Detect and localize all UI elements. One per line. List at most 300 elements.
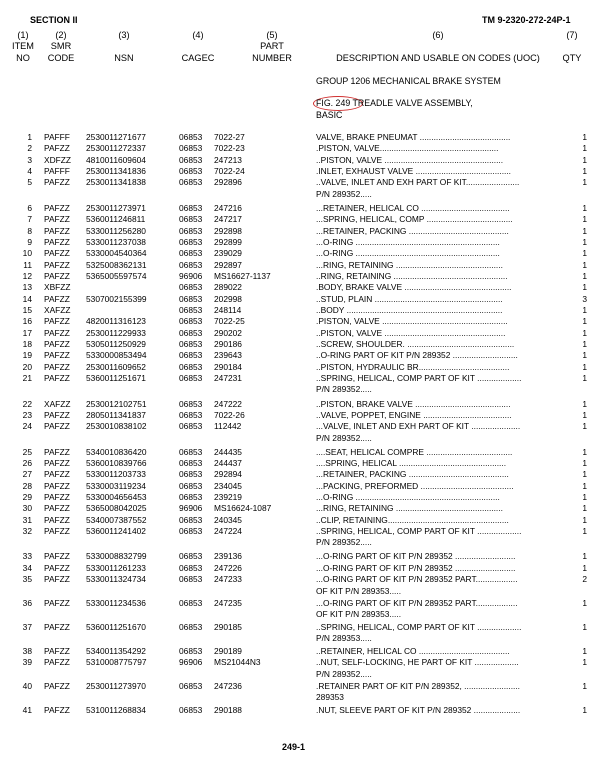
part-number: 7022-24 [214, 166, 245, 176]
cage-code: 06853 [179, 373, 203, 384]
quantity: 1 [582, 598, 587, 608]
description-continuation: P/N 289352..... [316, 537, 372, 548]
smr-code: PAFZZ [44, 409, 70, 420]
smr-code: PAFZZ [44, 373, 70, 384]
description: ..SPRING, HELICAL, COMP PART OF KIT ................... [316, 526, 522, 536]
item-number: 9 [27, 236, 32, 247]
smr-code: PAFZZ [44, 225, 70, 236]
description: .NUT, SLEEVE PART OF KIT P/N 289352 .................... [316, 705, 521, 715]
column-label: DESCRIPTION AND USABLE ON CODES (UOC) [336, 53, 540, 63]
quantity: 1 [582, 526, 587, 536]
cage-code: 06853 [179, 225, 203, 236]
nsn: 5330011261233 [86, 562, 146, 573]
cage-code: 06853 [179, 446, 203, 457]
table-row [0, 458, 606, 469]
item-number: 23 [22, 409, 32, 420]
quantity: 1 [582, 562, 587, 573]
description: ....SPRING, HELICAL .............................................. [316, 457, 507, 468]
smr-code: PAFZZ [44, 327, 70, 338]
description: ...SPRING, HELICAL, COMP ..................................... [316, 214, 513, 225]
part-number: 292899 [214, 236, 242, 247]
description: ..PISTON, VALVE ................................................... [316, 154, 504, 165]
cage-code: 06853 [179, 562, 203, 573]
nsn: 5330011324734 [86, 574, 146, 585]
item-number: 22 [22, 398, 32, 409]
part-number: 289022 [214, 282, 242, 293]
part-number: MS21044N3 [214, 657, 261, 668]
item-number: 7 [27, 214, 32, 225]
item-number: 10 [22, 248, 32, 259]
cage-code: 06853 [179, 166, 203, 176]
cage-code: 06853 [179, 480, 203, 491]
description: ...O-RING PART OF KIT P/N 289352 PART.................. [316, 574, 518, 585]
description: ..STUD, PLAIN ....................................................... [316, 293, 503, 304]
item-number: 6 [27, 202, 32, 213]
smr-code: PAFZZ [44, 293, 70, 304]
part-number: 247226 [214, 562, 242, 573]
description-continuation: P/N 289352..... [316, 432, 372, 443]
table-row [0, 260, 606, 271]
smr-code: PAFZZ [44, 350, 70, 361]
column-label: NUMBER [252, 53, 292, 63]
table-row [0, 143, 606, 154]
description: VALVE, BRAKE PNEUMAT ....................................... [316, 132, 511, 142]
nsn: 5330011237038 [86, 236, 146, 247]
quantity: 1 [582, 446, 587, 457]
description: .RETAINER PART OF KIT P/N 289352, ........................ [316, 681, 521, 692]
quantity: 1 [582, 282, 587, 293]
table-row [0, 316, 606, 327]
quantity: 1 [582, 270, 587, 281]
part-number: 290202 [214, 327, 242, 338]
table-row [0, 132, 606, 143]
part-number: 7022-26 [214, 409, 245, 420]
cage-code: 06853 [179, 327, 203, 338]
page-number: 249-1 [282, 742, 306, 752]
table-row [0, 563, 606, 574]
part-number: 290184 [214, 361, 242, 372]
smr-code: PAFFF [44, 132, 70, 142]
item-number: 15 [22, 305, 32, 315]
item-number: 16 [22, 316, 32, 327]
nsn: 5340010836420 [86, 446, 147, 457]
part-number: 240345 [214, 514, 242, 525]
quantity: 1 [582, 645, 587, 656]
part-number: 290188 [214, 705, 242, 715]
part-number: 290185 [214, 621, 242, 632]
column-label: NO [16, 53, 30, 63]
part-number: 112442 [214, 421, 242, 432]
smr-code: XDFZZ [44, 154, 71, 165]
table-row [0, 657, 606, 668]
quantity: 1 [582, 166, 587, 176]
item-number: 25 [22, 446, 32, 457]
column-number: (2) [55, 30, 67, 40]
table-row [0, 271, 606, 282]
item-number: 8 [27, 225, 32, 236]
quantity: 1 [582, 259, 587, 270]
column-label: CAGEC [181, 53, 215, 63]
item-number: 38 [22, 645, 32, 656]
figure-title [316, 98, 473, 108]
cage-code: 06853 [179, 214, 203, 225]
quantity: 1 [582, 551, 587, 562]
description: ..VALVE, POPPET, ENGINE ...................................... [316, 409, 512, 420]
cage-code: 96906 [179, 270, 203, 281]
nsn: 5340007387552 [86, 514, 147, 525]
item-number: 27 [22, 469, 32, 480]
column-number: (3) [118, 30, 130, 40]
part-number: MS16624-1087 [214, 503, 272, 514]
quantity: 1 [582, 350, 587, 361]
description: ...O-RING PART OF KIT P/N 289352 .......................... [316, 551, 516, 562]
nsn: 2530011609652 [86, 361, 146, 372]
part-number: 247236 [214, 681, 242, 692]
table-row [0, 681, 606, 692]
description: ...RETAINER, PACKING ........................................... [316, 469, 509, 480]
quantity: 1 [582, 327, 587, 338]
nsn: 5305011250929 [86, 339, 146, 349]
item-number: 39 [22, 657, 32, 668]
nsn: 2530012102751 [86, 398, 147, 409]
description: ..SPRING, HELICAL, COMP PART OF KIT ................... [316, 621, 522, 632]
description: ..O-RING PART OF KIT P/N 289352 ............................ [316, 350, 518, 361]
smr-code: PAFZZ [44, 316, 70, 327]
table-row [0, 526, 606, 537]
table-row [0, 362, 606, 373]
part-number: 7022-25 [214, 316, 245, 327]
smr-code: PAFZZ [44, 574, 70, 585]
quantity: 1 [582, 421, 587, 432]
table-row [0, 481, 606, 492]
smr-code: PAFZZ [44, 598, 70, 608]
description: ...O-RING .............................................................. [316, 248, 500, 259]
item-number: 17 [22, 327, 32, 338]
item-number: 36 [22, 598, 32, 608]
description: ..RING, RETAINING ................................................. [316, 270, 508, 281]
description: ...RETAINER, PACKING ........................................... [316, 225, 509, 236]
cage-code: 06853 [179, 492, 203, 502]
smr-code: PAFZZ [44, 469, 70, 480]
quantity: 1 [582, 305, 587, 315]
cage-code: 06853 [179, 350, 203, 361]
item-number: 24 [22, 421, 32, 432]
part-number: 244435 [214, 446, 242, 457]
quantity: 2 [582, 574, 587, 585]
cage-code: 96906 [179, 503, 203, 514]
description: ...RETAINER, HELICAL CO ...................................... [316, 202, 510, 213]
smr-code: PAFZZ [44, 248, 70, 259]
cage-code: 06853 [179, 705, 203, 715]
item-number: 4 [27, 166, 32, 176]
part-number: 247235 [214, 598, 242, 608]
part-number: 247224 [214, 526, 242, 536]
description-continuation: OF KIT P/N 289353..... [316, 585, 402, 596]
quantity: 1 [582, 657, 587, 668]
quantity: 1 [582, 214, 587, 225]
quantity: 1 [582, 154, 587, 165]
table-row-continuation [0, 669, 606, 680]
smr-code: PAFZZ [44, 259, 70, 270]
item-number: 35 [22, 574, 32, 585]
smr-code: PAFZZ [44, 551, 70, 562]
cage-code: 06853 [179, 259, 203, 270]
nsn: 5360011241402 [86, 526, 146, 536]
description: ..SPRING, HELICAL, COMP PART OF KIT ................... [316, 373, 522, 384]
quantity: 1 [582, 339, 587, 349]
item-number: 1 [27, 132, 32, 142]
description: ...O-RING PART OF KIT P/N 289352 .......................... [316, 562, 516, 573]
item-number: 30 [22, 503, 32, 514]
cage-code: 06853 [179, 132, 203, 142]
table-row [0, 294, 606, 305]
part-number: 292894 [214, 469, 242, 480]
item-number: 14 [22, 293, 32, 304]
nsn: 4820011316123 [86, 316, 146, 327]
description-continuation: 289353 [316, 692, 344, 703]
table-row [0, 214, 606, 225]
figure-label: FIG. 249 [316, 98, 351, 108]
table-row [0, 177, 606, 188]
part-number: 247213 [214, 154, 242, 165]
nsn: 5340011354292 [86, 645, 146, 656]
nsn: 5330000853494 [86, 350, 147, 361]
table-row [0, 410, 606, 421]
description: ..SCREW, SHOULDER. .............................................. [316, 339, 515, 349]
part-number: 239136 [214, 551, 242, 562]
nsn: 2530011341838 [86, 177, 146, 188]
description: ...O-RING PART OF KIT P/N 289352 PART.................. [316, 598, 518, 608]
table-row [0, 248, 606, 259]
cage-code: 06853 [179, 316, 203, 327]
description: .PISTON, VALVE ...................................................... [316, 316, 508, 327]
item-number: 13 [22, 282, 32, 293]
item-number: 21 [22, 373, 32, 384]
nsn: 2530011341836 [86, 166, 146, 176]
item-number: 41 [22, 705, 32, 715]
part-number: 247233 [214, 574, 242, 585]
description: ..PISTON, BRAKE VALVE ......................................... [316, 398, 511, 409]
description: ....SEAT, HELICAL COMPRE ..................................... [316, 446, 513, 457]
quantity: 1 [582, 373, 587, 384]
nsn: 5365005597574 [86, 270, 147, 281]
cage-code: 06853 [179, 574, 203, 585]
part-number: 239029 [214, 248, 242, 259]
quantity: 1 [582, 143, 587, 154]
table-row [0, 503, 606, 514]
nsn: 5307002155399 [86, 293, 147, 304]
smr-code: PAFZZ [44, 480, 70, 491]
smr-code: PAFZZ [44, 457, 70, 468]
description: ...PACKING, PREFORMED ........................................ [316, 480, 514, 491]
part-number: 239219 [214, 492, 242, 502]
column-label: NSN [114, 53, 134, 63]
cage-code: 06853 [179, 177, 203, 188]
nsn: 2530011272337 [86, 143, 146, 154]
table-row [0, 598, 606, 609]
item-number: 40 [22, 681, 32, 692]
cage-code: 06853 [179, 154, 203, 165]
description-continuation: OF KIT P/N 289353..... [316, 609, 402, 620]
table-row [0, 237, 606, 248]
part-number: 292897 [214, 259, 242, 270]
column-label-top: SMR [50, 41, 72, 51]
cage-code: 06853 [179, 469, 203, 480]
smr-code: PAFZZ [44, 270, 70, 281]
nsn: 5365008042025 [86, 503, 147, 514]
table-row-continuation [0, 384, 606, 395]
table-row-continuation [0, 433, 606, 444]
part-number: 202998 [214, 293, 242, 304]
cage-code: 06853 [179, 621, 203, 632]
quantity: 1 [582, 492, 587, 502]
quantity: 1 [582, 681, 587, 692]
smr-code: PAFZZ [44, 202, 70, 213]
smr-code: XAFZZ [44, 305, 71, 315]
smr-code: PAFZZ [44, 421, 70, 432]
smr-code: PAFZZ [44, 705, 70, 715]
part-number: 7022-27 [214, 132, 245, 142]
smr-code: PAFZZ [44, 214, 70, 225]
column-label-top: PART [260, 41, 284, 51]
quantity: 1 [582, 409, 587, 420]
description-continuation: P/N 289352..... [316, 668, 372, 679]
description: .PISTON, VALVE................................................... [316, 143, 499, 154]
smr-code: PAFZZ [44, 143, 70, 154]
cage-code: 06853 [179, 361, 203, 372]
smr-code: PAFZZ [44, 562, 70, 573]
quantity: 1 [582, 480, 587, 491]
smr-code: PAFZZ [44, 503, 70, 514]
description: ..PISTON, HYDRAULIC BR....................................... [316, 361, 510, 372]
table-row [0, 226, 606, 237]
table-row [0, 350, 606, 361]
smr-code: XAFZZ [44, 398, 71, 409]
cage-code: 06853 [179, 514, 203, 525]
cage-code: 06853 [179, 293, 203, 304]
smr-code: PAFZZ [44, 446, 70, 457]
figure-title-line2: BASIC [316, 110, 343, 120]
part-number: 247216 [214, 202, 242, 213]
column-label: QTY [562, 53, 582, 63]
table-row-continuation [0, 692, 606, 703]
description: ...RING, RETAINING .............................................. [316, 259, 503, 270]
column-label-top: ITEM [12, 41, 34, 51]
nsn: 5310011268834 [86, 705, 146, 715]
quantity: 1 [582, 469, 587, 480]
table-row [0, 305, 606, 316]
table-row [0, 166, 606, 177]
description-continuation: P/N 289353..... [316, 633, 372, 644]
cage-code: 06853 [179, 398, 203, 409]
quantity: 1 [582, 705, 587, 715]
nsn: 2530011273970 [86, 681, 146, 692]
item-number: 31 [22, 514, 32, 525]
cage-code: 06853 [179, 143, 203, 154]
smr-code: PAFZZ [44, 526, 70, 536]
quantity: 1 [582, 225, 587, 236]
smr-code: PAFZZ [44, 645, 70, 656]
nsn: 2805011341837 [86, 409, 146, 420]
part-number: MS16627-1137 [214, 270, 271, 281]
item-number: 37 [22, 621, 32, 632]
description: ..NUT, SELF-LOCKING, HE PART OF KIT ................... [316, 657, 519, 668]
table-row [0, 515, 606, 526]
table-row [0, 155, 606, 166]
part-number: 247217 [214, 214, 242, 225]
nsn: 5330003119234 [86, 480, 146, 491]
quantity: 1 [582, 316, 587, 327]
table-row-continuation [0, 537, 606, 548]
part-number: 290186 [214, 339, 242, 349]
nsn: 5360010839766 [86, 457, 147, 468]
description: .BODY, BRAKE VALVE .............................................. [316, 282, 512, 293]
nsn: 5330011203733 [86, 469, 146, 480]
table-row [0, 373, 606, 384]
part-number: 244437 [214, 457, 242, 468]
smr-code: PAFZZ [44, 514, 70, 525]
table-row [0, 622, 606, 633]
table-row-continuation [0, 586, 606, 597]
item-number: 19 [22, 350, 32, 361]
item-number: 5 [27, 177, 32, 188]
cage-code: 06853 [179, 339, 203, 349]
cage-code: 06853 [179, 282, 203, 293]
part-number: 247231 [214, 373, 242, 384]
cage-code: 06853 [179, 202, 203, 213]
table-row [0, 328, 606, 339]
table-row [0, 469, 606, 480]
cage-code: 06853 [179, 457, 203, 468]
nsn: 5330004656453 [86, 492, 147, 502]
nsn: 2530011229933 [86, 327, 146, 338]
quantity: 1 [582, 248, 587, 259]
description-continuation: P/N 289352..... [316, 188, 372, 199]
tm-number: TM 9-2320-272-24P-1 [482, 15, 571, 25]
description: ..RETAINER, HELICAL CO ....................................... [316, 645, 510, 656]
column-number: (5) [266, 30, 278, 40]
nsn: 5330011234536 [86, 598, 146, 608]
quantity: 1 [582, 514, 587, 525]
item-number: 20 [22, 361, 32, 372]
group-title: GROUP 1206 MECHANICAL BRAKE SYSTEM [316, 76, 501, 86]
description: ..BODY ................................................................... [316, 305, 503, 315]
description: ..VALVE, INLET AND EXH PART OF KIT....................... [316, 177, 520, 188]
quantity: 1 [582, 236, 587, 247]
column-number: (7) [566, 30, 578, 40]
nsn: 5325008362131 [86, 259, 147, 270]
quantity: 1 [582, 457, 587, 468]
table-row-continuation [0, 189, 606, 200]
cage-code: 06853 [179, 248, 203, 259]
cage-code: 06853 [179, 645, 203, 656]
smr-code: PAFZZ [44, 177, 70, 188]
part-number: 292896 [214, 177, 242, 188]
nsn: 5360011246811 [86, 214, 146, 225]
description: ...O-RING .............................................................. [316, 236, 500, 247]
nsn: 5360011251670 [86, 621, 146, 632]
table-row [0, 447, 606, 458]
cage-code: 06853 [179, 598, 203, 608]
cage-code: 96906 [179, 657, 203, 668]
cage-code: 06853 [179, 526, 203, 536]
description: ..PISTON, VALVE .................................................... [316, 327, 506, 338]
nsn: 2530011271677 [86, 132, 146, 142]
table-row [0, 551, 606, 562]
smr-code: PAFZZ [44, 361, 70, 372]
description-continuation: P/N 289352..... [316, 384, 372, 395]
item-number: 34 [22, 562, 32, 573]
